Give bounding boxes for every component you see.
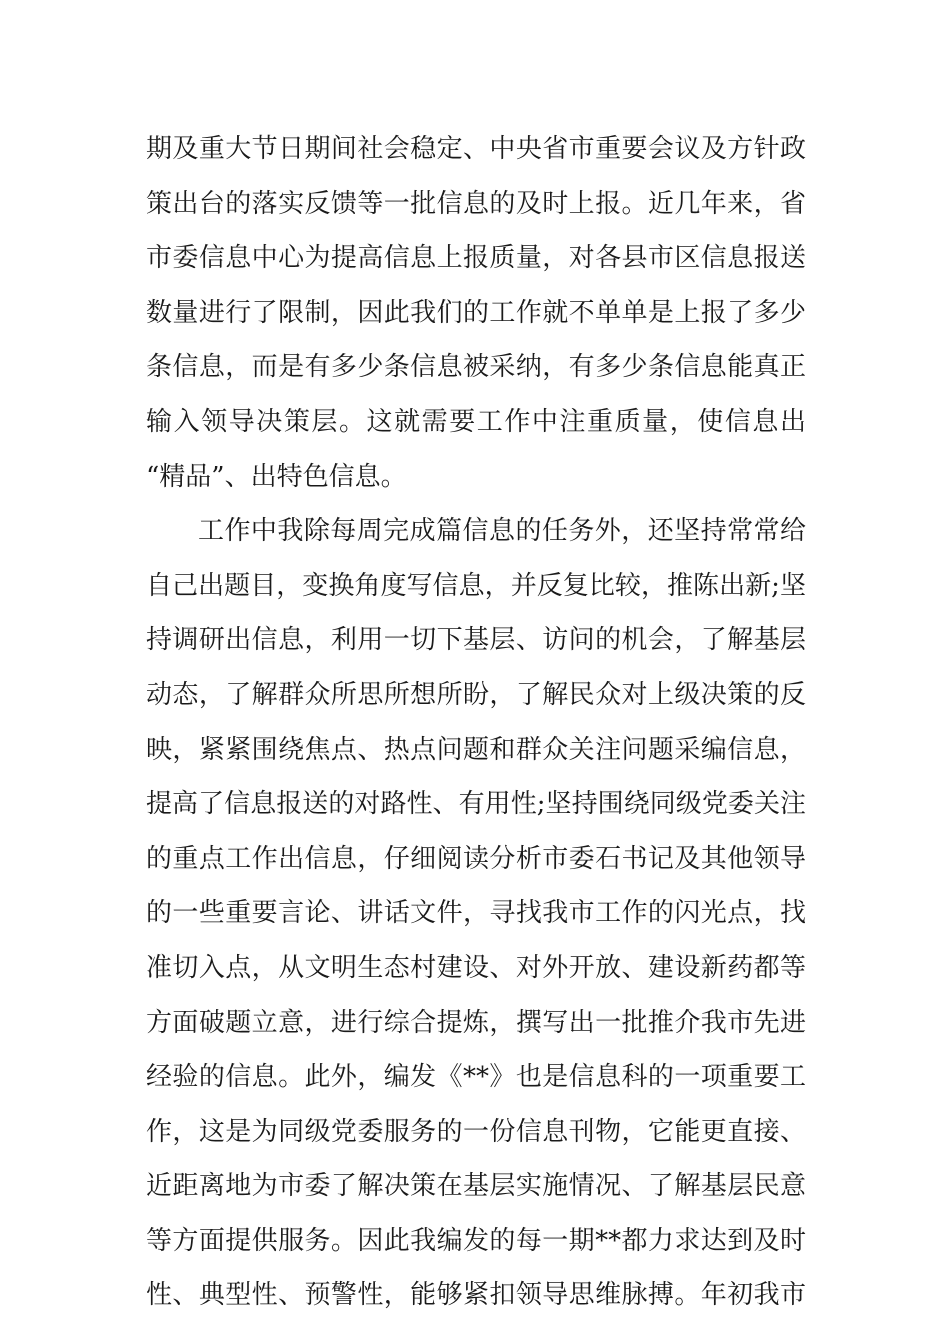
text-line: 自己出题目，变换角度写信息，并反复比较，推陈出新;坚 [146,570,806,601]
text-line: 持调研出信息，利用一切下基层、访问的机会，了解基层 [146,625,806,656]
body-text [146,122,806,1323]
text-line: 作，这是为同级党委服务的一份信息刊物，它能更直接、 [146,1116,806,1147]
text-line-paragraph-start: 工作中我除每周完成篇信息的任务外，还坚持常常给 [198,516,806,547]
text-line: 近距离地为市委了解决策在基层实施情况、了解基层民意 [146,1171,806,1202]
text-line: 数量进行了限制，因此我们的工作就不单单是上报了多少 [146,297,806,328]
text-line: 的重点工作出信息，仔细阅读分析市委石书记及其他领导 [146,843,806,874]
text-line: 动态，了解群众所思所想所盼，了解民众对上级决策的反 [146,679,806,710]
text-line: 准切入点，从文明生态村建设、对外开放、建设新药都等 [146,952,806,983]
text-line: 性、典型性、预警性，能够紧扣领导思维脉搏。年初我市 [146,1280,806,1311]
text-line: 市委信息中心为提高信息上报质量，对各县市区信息报送 [146,243,806,274]
text-line: 等方面提供服务。因此我编发的每一期**都力求达到及时 [146,1225,806,1256]
text-line: 策出台的落实反馈等一批信息的及时上报。近几年来，省 [146,188,806,219]
text-line: 提高了信息报送的对路性、有用性;坚持围绕同级党委关注 [146,789,806,820]
text-line: 映，紧紧围绕焦点、热点问题和群众关注问题采编信息， [146,734,806,765]
text-line-paragraph-end: “精品”、出特色信息。 [146,461,407,492]
text-line: 方面破题立意，进行综合提炼，撰写出一批推介我市先进 [146,1007,806,1038]
text-line: 输入领导决策层。这就需要工作中注重质量，使信息出 [146,406,806,437]
text-line: 期及重大节日期间社会稳定、中央省市重要会议及方针政 [146,134,806,164]
text-line: 经验的信息。此外，编发《**》也是信息科的一项重要工 [146,1062,806,1093]
text-line: 的一些重要言论、讲话文件，寻找我市工作的闪光点，找 [146,898,806,929]
text-line: 条信息，而是有多少条信息被采纳，有多少条信息能真正 [146,352,806,383]
